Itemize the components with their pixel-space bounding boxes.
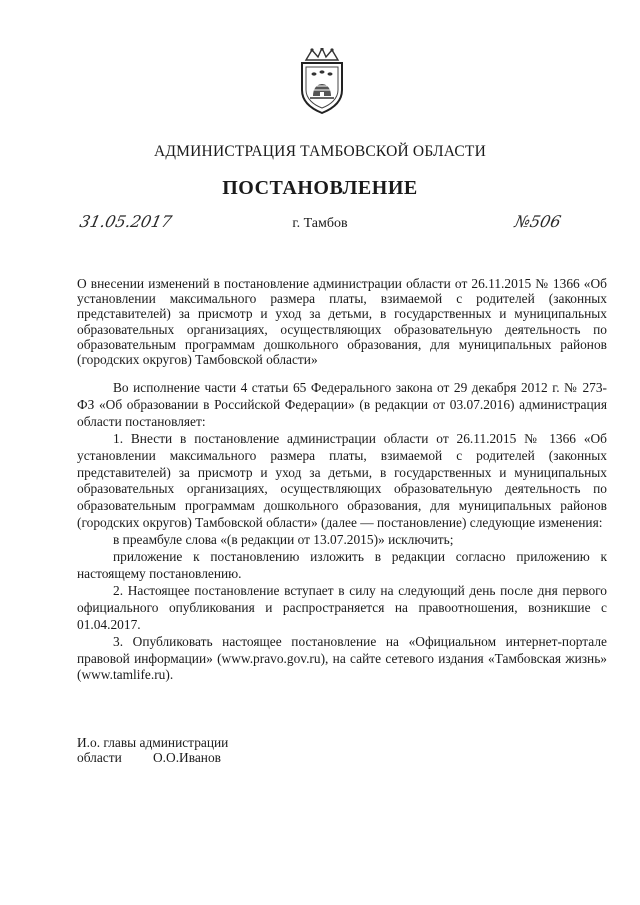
signatory-position-cont: области (77, 750, 122, 765)
item-1b-paragraph: приложение к постановлению изложить в редакции согласно приложению к настоящему постановлению. (77, 549, 607, 581)
date-number-row (0, 212, 640, 238)
document-subject: О внесении изменений в постановление администрации области от 26.11.2015 № 1366 «Об установлении максимального размера платы, взимаемой с родителей (законных представителей) за присмотр и уход за детьми, в государственных и муниципальных образовательных организациях, осуществляющих образовательную деятельность по образовательным программам дошкольного образования, для муниципальных районов (городских округов) Тамбовской области» (77, 276, 607, 368)
item-2-paragraph: 2. Настоящее постановление вступает в силу на следующий день после дня первого официального опубликования и распространяется на правоотношения, возникшие с 01.04.2017. (77, 582, 607, 632)
item-1-paragraph: 1. Внести в постановление администрации области от 26.11.2015 № 1366 «Об установлении максимального размера платы, взимаемой с родителей (законных представителей) за присмотр и уход за детьми, в государственных и муниципальных образовательных организациях, осуществляющих образовательную деятельность по образовательным программам дошкольного образования, для муниципальных районов (городских округов) Тамбовской области» (далее — постановление) следующие изменения: (77, 430, 607, 531)
item-1a-paragraph: в преамбуле слова «(в редакции от 13.07.2015)» исключить; (113, 532, 454, 548)
signatory-name: О.О.Иванов (153, 750, 221, 765)
handwritten-date: 31.05.2017 (77, 212, 174, 231)
document-body (77, 380, 607, 684)
organization-title: АДМИНИСТРАЦИЯ ТАМБОВСКОЙ ОБЛАСТИ (154, 143, 486, 160)
signatory-position: И.о. главы администрации (77, 735, 229, 750)
item-3-paragraph: 3. Опубликовать настоящее постановление на «Официальном интернет-портале правовой информации» (www.pravo.gov.ru), на сайте сетевого издания «Тамбовская жизнь» (www.tamlife.ru). (77, 633, 607, 683)
preamble-paragraph: Во исполнение части 4 статьи 65 Федерального закона от 29 декабря 2012 г. № 273-ФЗ «Об образовании в Российской Федерации» (в редакции от 03.07.2016) администрация области постановляет: (77, 380, 607, 429)
handwritten-number: №506 (512, 212, 563, 231)
document-type-title: ПОСТАНОВЛЕНИЕ (222, 177, 418, 199)
coat-of-arms-icon (298, 48, 346, 114)
city-label: г. Тамбов (292, 216, 348, 231)
signature-block (77, 735, 228, 765)
